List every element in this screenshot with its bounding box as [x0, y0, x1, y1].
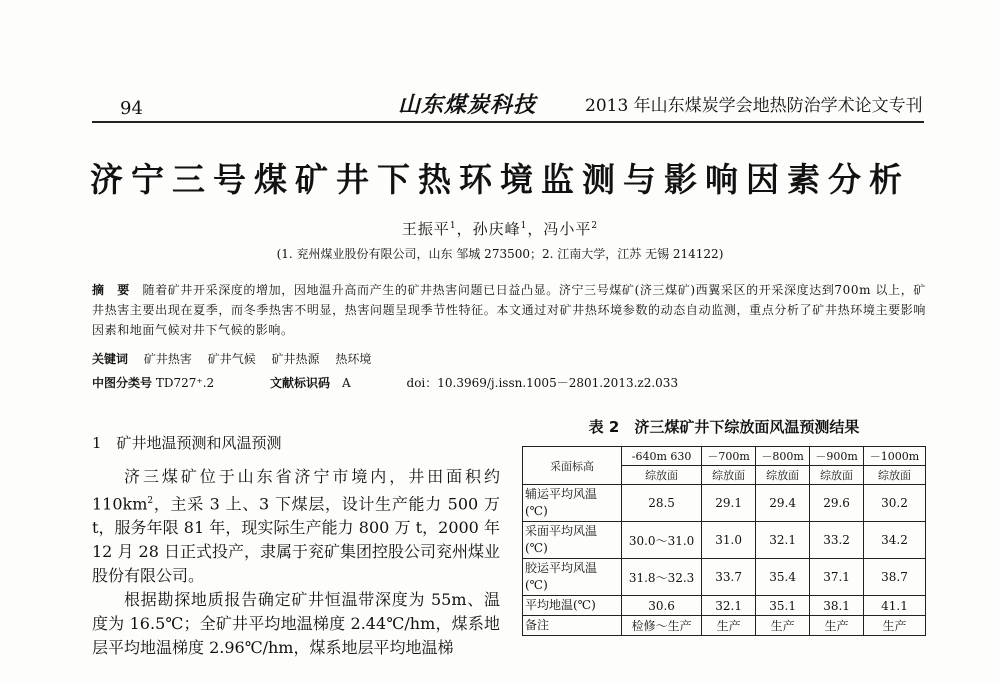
table-header-cell: 综放面	[702, 466, 756, 485]
doc-code-label: 文献标识码	[269, 376, 330, 390]
table-cell: 31.8～32.3	[622, 559, 702, 596]
table-row	[523, 522, 926, 559]
table-cell: 30.2	[864, 485, 926, 522]
row-label: 胶运平均风温(℃)	[523, 559, 622, 596]
table-row	[523, 485, 926, 522]
doc-code: A	[342, 376, 351, 390]
author-list: 王振平$^1$，孙庆峰$^1$，冯小平$^2$	[401, 220, 599, 238]
keyword: 矿井热源	[271, 352, 320, 366]
table-cell: 29.6	[810, 485, 864, 522]
table-header-cell: －1000m	[864, 447, 926, 466]
table-header-row	[523, 447, 926, 466]
table-cell: 28.5	[622, 485, 702, 522]
section-heading: 1 矿井地温预测和风温预测	[92, 434, 282, 452]
superscript: 2	[147, 496, 154, 506]
table-cell: 生产	[702, 616, 756, 636]
author-name: 孙庆峰	[472, 220, 521, 238]
table-header-cell: 综放面	[864, 466, 926, 485]
table-header-cell: 综放面	[622, 466, 702, 485]
table-header-cell: －800m	[756, 447, 810, 466]
keyword: 矿井气候	[207, 352, 256, 366]
row-label: 平均地温(℃)	[523, 596, 622, 616]
abstract-text: 随着矿井开采深度的增加，因地温升高而产生的矿井热害问题已日益凸显。济宁三号煤矿(济三煤矿)西翼采区的开采深度达到700m 以上，矿井热害主要出现在夏季，而冬季热害不明显，热害问题呈现季节性特征。本文通过对矿井热环境参数的动态自动监测，重点分析了矿井热环境主要影响因素和地面气候对井下气候的影响。	[92, 283, 926, 337]
table-cell: 37.1	[810, 559, 864, 596]
table-cell: 38.1	[810, 596, 864, 616]
keyword: 热环境	[335, 352, 372, 366]
author-affil-mark: 1	[520, 221, 528, 231]
paper-title: 济宁三号煤矿井下热环境监测与影响因素分析	[90, 160, 910, 199]
doi: doi：10.3969/j.issn.1005－2801.2013.z2.033	[406, 376, 679, 390]
table-cell: 生产	[756, 616, 810, 636]
clc-code: TD727⁺.2	[155, 376, 215, 390]
keyword: 矿井热害	[143, 352, 192, 366]
table-header-cell: 综放面	[810, 466, 864, 485]
table-cell: 34.2	[864, 522, 926, 559]
table-cell: 生产	[864, 616, 926, 636]
table-cell: 生产	[810, 616, 864, 636]
paragraph-text: ，主采 3 上、3 下煤层，设计生产能力 500 万 t，服务年限 81 年，现实际生产能力 800 万 t，2000 年 12 月 28 日正式投产，隶属于兖矿集团控股公司兖州煤业股份有限公司。	[92, 494, 500, 586]
table-cell: 29.1	[702, 485, 756, 522]
author-affil-mark: 1	[449, 221, 457, 231]
classification-line	[92, 374, 704, 391]
forecast-table	[522, 446, 926, 636]
row-label: 采面平均风温(℃)	[523, 522, 622, 559]
table-cell: 30.6	[622, 596, 702, 616]
table-cell: 33.7	[702, 559, 756, 596]
table-cell: 38.7	[864, 559, 926, 596]
journal-name: 山东煤炭科技	[398, 92, 537, 118]
table-cell: 33.2	[810, 522, 864, 559]
table-row	[523, 596, 926, 616]
paragraph	[92, 588, 500, 660]
row-label: 备注	[523, 616, 622, 636]
row-label: 辅运平均风温(℃)	[523, 485, 622, 522]
table-row	[523, 559, 926, 596]
table-row	[523, 616, 926, 636]
table-cell: 35.1	[756, 596, 810, 616]
author-name: 王振平	[401, 220, 450, 238]
table-header-cell: 综放面	[756, 466, 810, 485]
paragraph	[92, 465, 500, 588]
paragraph-text: 根据勘探地质报告确定矿井恒温带深度为 55m、温度为 16.5℃；全矿井平均地温梯度 2.44℃/hm，煤系地层平均地温梯度 2.96℃/hm，煤系地层平均地温梯	[92, 590, 500, 658]
keywords	[92, 350, 371, 367]
table-cell: 检修～生产	[622, 616, 702, 636]
affiliation: (1. 兖州煤业股份有限公司，山东 邹城 273500；2. 江南大学，江苏 无锡 214122)	[276, 247, 724, 261]
table-header-cell: -640m 630	[622, 447, 702, 466]
series-title: 2013 年山东煤炭学会地热防治学术论文专刊	[585, 96, 923, 116]
table-caption: 表 2 济三煤矿井下综放面风温预测结果	[588, 418, 860, 436]
table-cell: 35.4	[756, 559, 810, 596]
table-header-cell: －700m	[702, 447, 756, 466]
table-header-cell: －900m	[810, 447, 864, 466]
abstract-label: 摘 要	[92, 283, 130, 297]
table-cell: 30.0～31.0	[622, 522, 702, 559]
author-affil-mark: 2	[591, 221, 599, 231]
table-cell: 32.1	[756, 522, 810, 559]
author-name: 冯小平	[543, 220, 592, 238]
table-cell: 32.1	[702, 596, 756, 616]
paragraph-text: 济三煤矿位于山东省济宁市境内，井田面积约 110km	[92, 467, 500, 514]
abstract	[92, 280, 926, 340]
page-number: 94	[120, 98, 143, 119]
table-cell: 41.1	[864, 596, 926, 616]
body-text	[92, 465, 500, 660]
table-cell: 29.4	[756, 485, 810, 522]
keywords-label: 关键词	[92, 352, 129, 366]
table-header-cell: 采面标高	[523, 447, 622, 485]
header-rule	[92, 121, 924, 123]
table-cell: 31.0	[702, 522, 756, 559]
clc-label: 中图分类号	[92, 376, 153, 390]
